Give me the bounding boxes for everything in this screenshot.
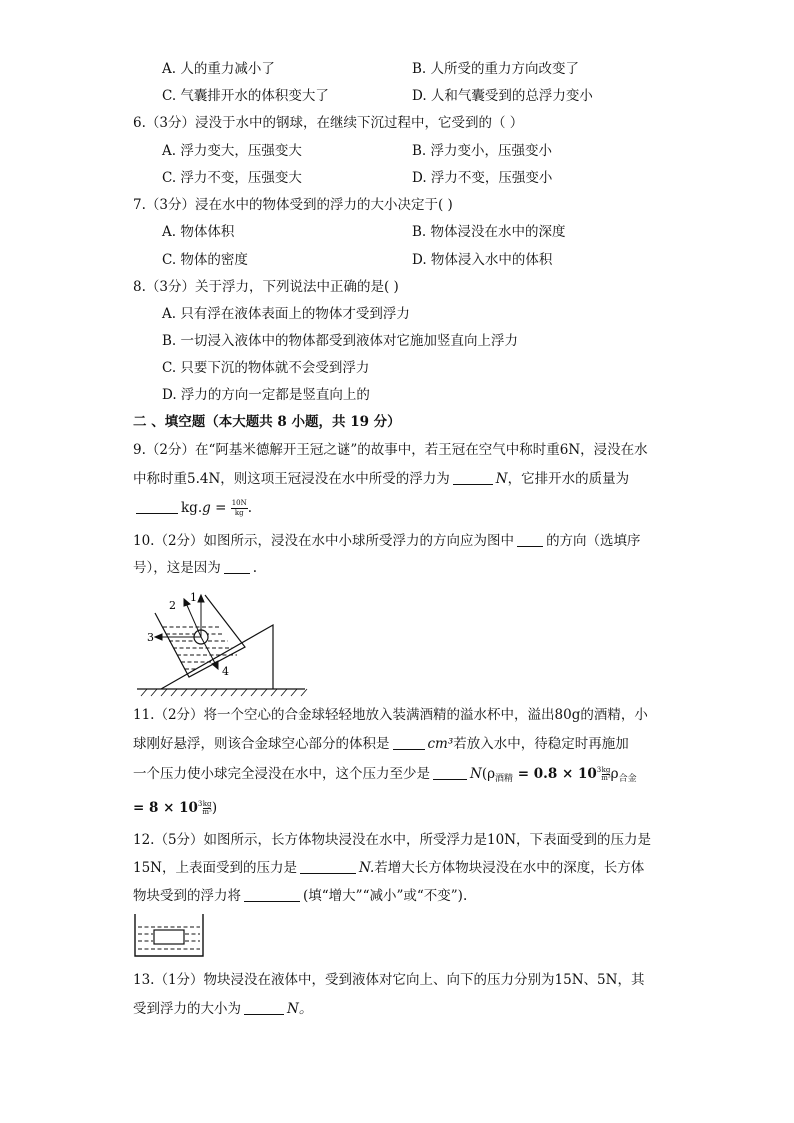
q12-unit-n: N. <box>359 860 375 876</box>
arrow-2 <box>186 603 201 637</box>
q9-line1: 9.（2分）在“阿基米德解开王冠之谜”的故事中，若王冠在空气中称时重6N，浸没在水 <box>133 442 648 458</box>
q11-rho1-val: = 0.8 × 10 <box>513 766 597 782</box>
q11-unit-frac-2 <box>202 801 211 816</box>
q11-line4-end: ) <box>211 800 218 816</box>
q12-text-b: 若增大长方体物块浸没在水中的深度，长方体 <box>374 860 645 876</box>
q6-option-d: D. 浮力不变，压强变小 <box>412 170 553 186</box>
q11-text-a: 球刚好悬浮，则该合金球空心部分的体积是 <box>133 736 390 752</box>
q11-unit-cm: cm³ <box>427 736 454 752</box>
q8-stem: 8.（3分）关于浮力，下列说法中正确的是( ) <box>133 279 399 295</box>
q11-line2 <box>133 737 629 752</box>
arrow-1-head <box>198 595 204 602</box>
section-title: 二 、填空题（本大题共 8 小题，共 19 分） <box>133 414 401 430</box>
q11-exp-digit-2: 3 <box>197 800 203 808</box>
label-1: 1 <box>190 591 197 604</box>
q6-stem: 6.（3分）浸没于水中的钢球，在继续下沉过程中，它受到的（ ） <box>133 115 524 131</box>
q10-line1 <box>133 534 641 549</box>
q11-rho2: ρ <box>610 766 619 782</box>
q9-text-b: ，它排开水的质量为 <box>507 471 630 487</box>
q8-option-b: B. 一切浸入液体中的物体都受到液体对它施加竖直向上浮力 <box>162 333 519 349</box>
ground-hatch <box>141 689 307 696</box>
q11-blank-1[interactable] <box>393 737 425 750</box>
q11-rho1: (ρ <box>481 766 496 782</box>
q12-blank-2[interactable] <box>244 889 300 902</box>
q12-text-a: 15N，上表面受到的压力是 <box>133 860 297 876</box>
q11-rho1-sub: 酒精 <box>495 774 514 784</box>
q9-blank-2[interactable] <box>136 501 178 514</box>
q7-option-d: D. 物体浸入水中的体积 <box>412 252 553 268</box>
q7-option-c: C. 物体的密度 <box>162 252 248 268</box>
q12-line3 <box>133 889 467 904</box>
q9-frac-num: 10N <box>231 499 247 507</box>
q5-option-b: B. 人所受的重力方向改变了 <box>412 61 580 77</box>
q13-text-a: 受到浮力的大小为 <box>133 1001 241 1017</box>
q9-text: 中称时重5.4N，则这项王冠浸没在水中所受的浮力为 <box>133 471 450 487</box>
arrow-3-head <box>155 634 162 640</box>
q11-unit-den-2: m³ <box>202 808 212 816</box>
label-3: 3 <box>147 631 154 644</box>
q12-text-c: 物块受到的浮力将 <box>133 888 241 904</box>
q9-frac-den: kg <box>234 509 244 517</box>
q13-blank-1[interactable] <box>244 1002 284 1015</box>
q7-stem: 7.（3分）浸在水中的物体受到的浮力的大小决定于( ) <box>133 197 453 213</box>
q11-unit-frac-1 <box>601 767 610 782</box>
q12-text-d: (填“增大”“减小”或“不变”). <box>303 888 468 904</box>
q11-line3 <box>133 767 637 784</box>
q6-option-c: C. 浮力不变，压强变大 <box>162 170 302 186</box>
q13-line2 <box>133 1002 312 1017</box>
q9-line3 <box>133 500 252 517</box>
q11-unit-den: m³ <box>601 774 611 782</box>
q11-line4-val: = 8 × 10 <box>133 800 198 816</box>
q5-option-a: A. 人的重力减小了 <box>162 61 275 77</box>
q11-exp-digit: 3 <box>596 766 602 774</box>
q5-option-c: C. 气囊排开水的体积变大了 <box>162 88 329 104</box>
q11-text-c: 一个压力使小球完全浸没在水中，这个压力至少是 <box>133 766 430 782</box>
q9-unit-n: N <box>495 471 508 487</box>
q11-blank-2[interactable] <box>433 767 467 780</box>
block <box>154 930 184 944</box>
q13-unit: N。 <box>287 1001 313 1017</box>
label-4: 4 <box>222 665 229 678</box>
q9-eq: = <box>210 500 231 516</box>
q12-blank-1[interactable] <box>300 861 356 874</box>
q11-line4 <box>133 801 217 816</box>
q6-option-b: B. 浮力变小，压强变小 <box>412 143 553 159</box>
q10-figure <box>133 585 313 697</box>
q9-unit-kg: kg. <box>181 500 203 516</box>
q9-blank-1[interactable] <box>453 472 493 485</box>
q13-line1: 13.（1分）物块浸没在液体中，受到液体对它向上、向下的压力分别为15N、5N，其 <box>133 972 645 988</box>
q12-line1: 12.（5分）如图所示，长方体物块浸没在水中，所受浮力是10N，下表面受到的压力是 <box>133 832 652 848</box>
q7-option-a: A. 物体体积 <box>162 224 235 240</box>
q10-text-d: . <box>252 560 258 576</box>
q10-text-c: 号），这是因为 <box>133 560 221 576</box>
q11-unit-num-2: kg <box>202 800 212 808</box>
arrow-4-head <box>212 661 218 669</box>
q9-end: . <box>247 500 253 516</box>
q5-option-d: D. 人和气囊受到的总浮力变小 <box>412 88 593 104</box>
q12-figure <box>133 912 205 958</box>
q6-option-a: A. 浮力变大，压强变大 <box>162 143 302 159</box>
q8-option-c: C. 只要下沉的物体就不会受到浮力 <box>162 360 370 376</box>
q7-option-b: B. 物体浸没在水中的深度 <box>412 224 566 240</box>
q11-unit-num: kg <box>601 766 611 774</box>
q11-rho2-sub: 合金 <box>618 774 637 784</box>
q8-option-a: A. 只有浮在液体表面上的物体才受到浮力 <box>162 306 410 322</box>
q10-blank-2[interactable] <box>224 561 250 574</box>
q11-line1: 11.（2分）将一个空心的合金球轻轻地放入装满酒精的溢水杯中，溢出80g的酒精，小 <box>133 707 648 723</box>
q10-line2 <box>133 561 257 576</box>
q11-text-b: 若放入水中，待稳定时再施加 <box>453 736 629 752</box>
q9-line2 <box>133 472 629 487</box>
q10-blank-1[interactable] <box>517 534 543 547</box>
q8-option-d: D. 浮力的方向一定都是竖直向上的 <box>162 387 370 403</box>
q11-unit-n: N <box>470 766 482 782</box>
q10-text-b: 的方向（选填序 <box>546 533 641 549</box>
q10-text-a: 10.（2分）如图所示，浸没在水中小球所受浮力的方向应为图中 <box>133 533 515 549</box>
q9-g: g <box>202 500 211 516</box>
q9-fraction <box>231 500 248 517</box>
label-2: 2 <box>169 599 176 612</box>
q12-line2 <box>133 861 644 876</box>
